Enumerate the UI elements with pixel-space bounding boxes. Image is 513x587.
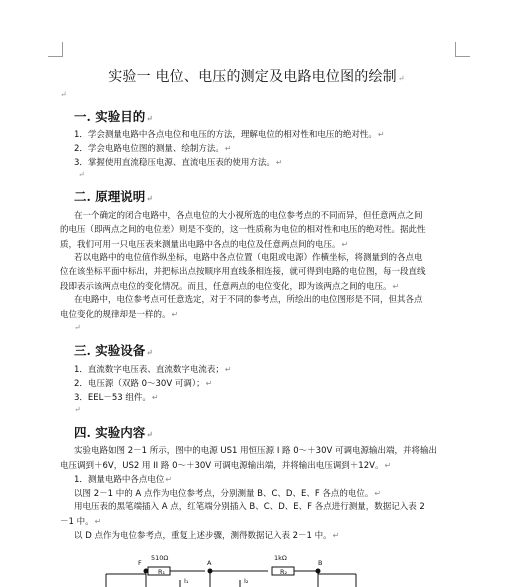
paragraph-mark: ↵ — [74, 323, 81, 332]
paragraph-mark: ↵ — [74, 405, 81, 414]
i2-label: I₂ — [244, 577, 249, 585]
node-f-label: F — [138, 559, 142, 567]
paragraph-mark: ↵ — [60, 90, 67, 99]
body-line: 以 D 点作为电位参考点，重复上述步骤，测得数据记入表 2－1 中。↵ — [74, 531, 340, 541]
document-title: 实验一 电位、电压的测定及电路电位图的绘制↵ — [108, 69, 405, 85]
section-heading-2: 二. 原理说明↵ — [74, 189, 153, 204]
node-f-dot — [144, 569, 148, 573]
section-heading-4: 四. 实验内容↵ — [74, 425, 153, 440]
body-line: 质，我们可用一只电压表来测量出电路中各点的电位及任意两点间的电压。↵ — [60, 240, 349, 250]
body-line: 在一个确定的闭合电路中，各点电位的大小视所选的电位参考点的不同而异，但任意两点之间 — [74, 211, 423, 221]
r2-label: R₂ — [280, 568, 288, 576]
r1-value: 510Ω — [151, 554, 169, 562]
list-item: 2．学会电路电位图的测量、绘制方法。↵ — [74, 144, 232, 154]
node-a-dot — [208, 569, 212, 573]
list-item: 3．EEL－53 组件。↵ — [74, 393, 159, 403]
node-a-label: A — [207, 559, 212, 567]
body-line: 电位变化的规律却是一样的。↵ — [60, 310, 179, 320]
body-line: 以图 2－1 中的 A 点作为电位参考点，分别测量 B、C、D、E、F 各点的电位。↵ — [74, 489, 382, 499]
body-line: 位在该坐标平面中标出，并把标出点按顺序用直线条相连接，就可得到电路的电位图，每一段直线 — [60, 267, 426, 277]
body-line: 用电压表的黑笔端插入 A 点，红笔端分别插入 B、C、D、E、F 各点进行测量，数据记入表 2 — [74, 502, 425, 512]
r1-label: R₁ — [158, 568, 166, 576]
list-item: 3．掌握使用直流稳压电源、直流电压表的使用方法。↵ — [74, 158, 283, 168]
list-item: 1．学会测量电路中各点电位和电压的方法，理解电位的相对性和电压的绝对性。↵ — [74, 130, 385, 140]
body-line: 1．测量电路中各点电位↵ — [74, 475, 173, 485]
body-line: 的电压（即两点之间的电位差）则是不变的，这一性质称为电位的相对性和电压的绝对性。据此性 — [60, 225, 426, 235]
section-heading-3: 三. 实验设备↵ — [74, 343, 153, 358]
body-line: 段即表示该两点电位的变化情况。而且，任意两点的电位变化，即为该两点之间的电压。↵ — [60, 282, 400, 292]
i1-label: I₁ — [184, 577, 189, 585]
list-item: 2．电压源（双路 0～30V 可调）；↵ — [74, 379, 213, 389]
body-line: －1 中。↵ — [60, 517, 102, 527]
list-item: 1．直流数字电压表、直流数字电流表；↵ — [74, 365, 232, 375]
body-line: 若以电路中的电位值作纵坐标，电路中各点位置（电阻或电源）作横坐标，将测量到的各点电 — [74, 253, 423, 263]
node-b-label: B — [318, 559, 323, 567]
r2-value: 1kΩ — [274, 554, 287, 562]
body-line: 实验电路如图 2－1 所示，图中的电源 US1 用恒压源 I 路 0～＋30V 可调电源输出端，并将输出 — [74, 446, 438, 456]
body-line: 电压调到＋6V，US2 用 II 路 0～＋30V 可调电源输出端，并将输出电压调到＋12V。↵ — [60, 461, 392, 471]
body-line: 在电路中，电位参考点可任意选定，对于不同的参考点，所绘出的电位图形是不同，但其各点 — [74, 295, 423, 305]
section-heading-1: 一. 实验目的↵ — [74, 109, 153, 124]
paragraph-mark: ↵ — [78, 170, 85, 179]
